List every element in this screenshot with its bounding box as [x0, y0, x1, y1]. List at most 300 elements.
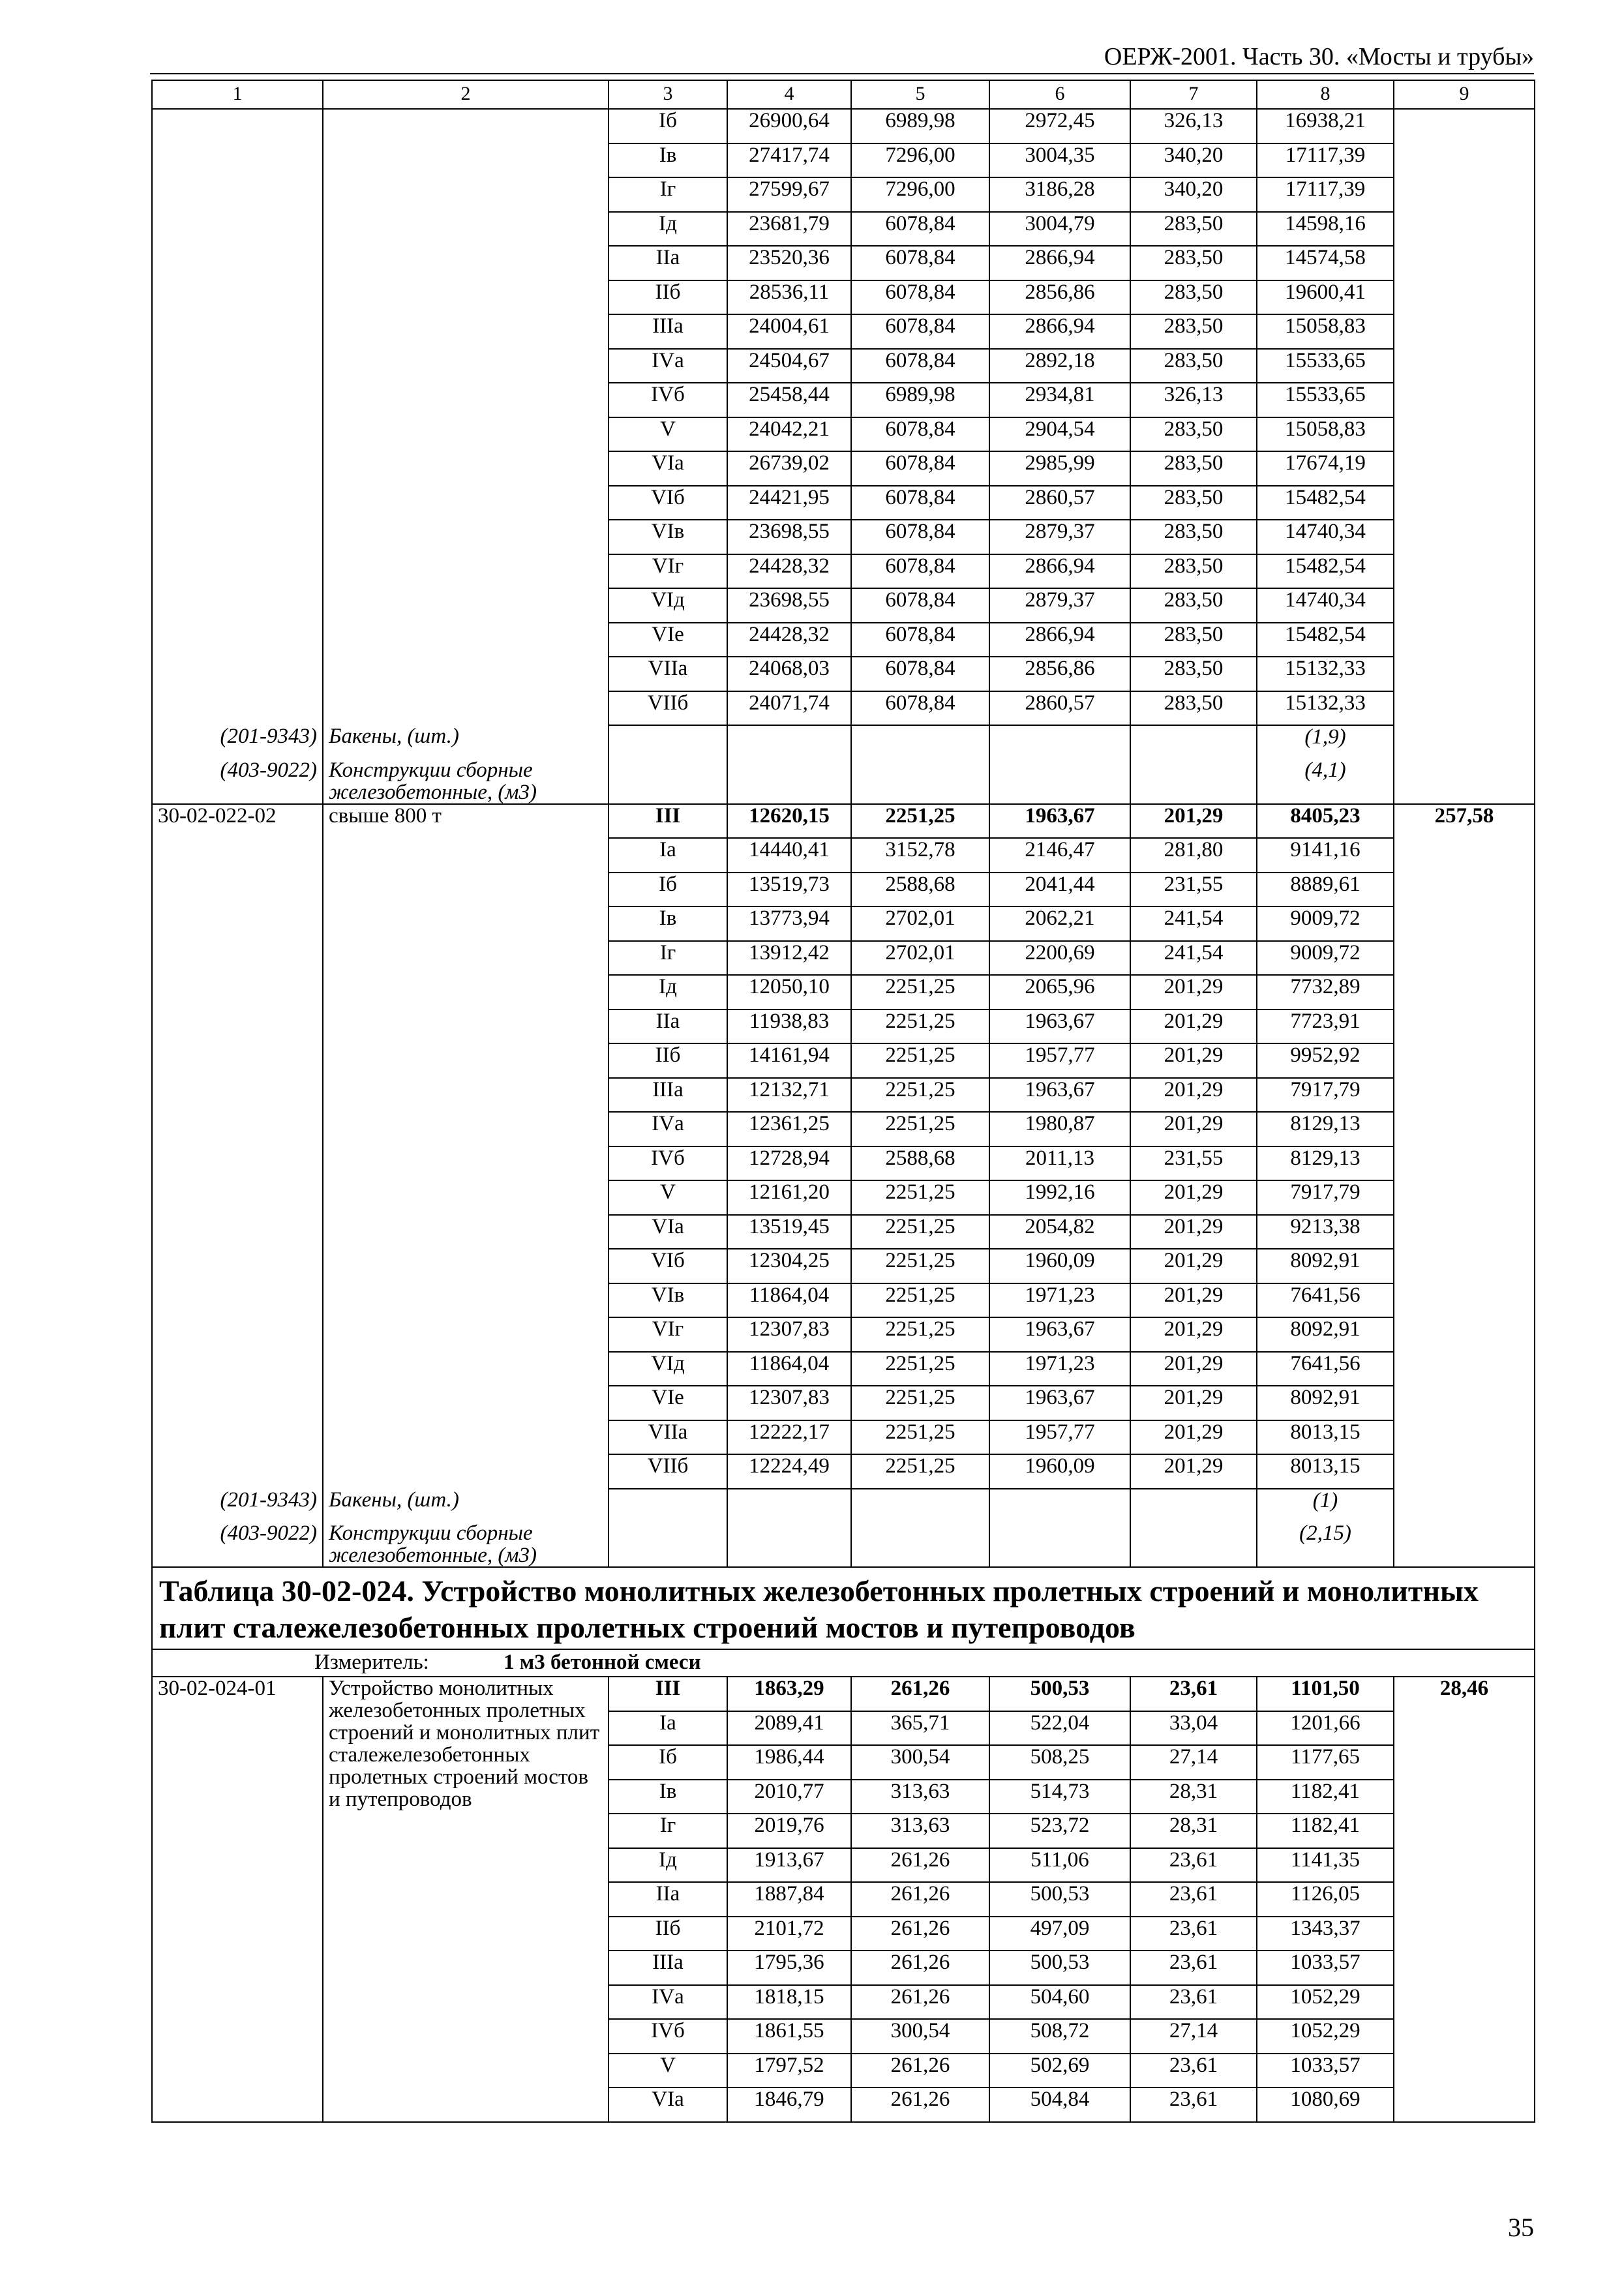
empty-cell: [989, 1489, 1130, 1523]
rate-code: 30-02-024-01: [152, 1677, 323, 1711]
value-cell: 283,50: [1130, 554, 1257, 589]
rate-code: [152, 349, 323, 383]
zone-code: V: [609, 2054, 727, 2088]
rate-name: [323, 246, 609, 280]
value-cell: 1126,05: [1257, 1882, 1394, 1917]
value-cell: 2251,25: [851, 1043, 989, 1078]
zone-code: VIв: [609, 520, 727, 554]
rate-name: [323, 2054, 609, 2088]
rate-code: [152, 1951, 323, 1985]
value-cell: 6078,84: [851, 349, 989, 383]
value-cell: 6078,84: [851, 246, 989, 280]
value-cell: 12307,83: [727, 1386, 851, 1420]
value-cell: 1201,66: [1257, 1711, 1394, 1746]
value-cell: 283,50: [1130, 451, 1257, 486]
rate-code: [152, 838, 323, 873]
value-cell: 201,29: [1130, 1352, 1257, 1386]
rate-code: [152, 2087, 323, 2122]
labor-value: [1394, 520, 1535, 554]
value-cell: 17117,39: [1257, 143, 1394, 178]
value-cell: 15482,54: [1257, 486, 1394, 520]
rate-code: [152, 1180, 323, 1215]
value-cell: 2200,69: [989, 941, 1130, 976]
labor-value: 257,58: [1394, 804, 1535, 839]
rate-code: [152, 1249, 323, 1283]
zone-code: IVа: [609, 1112, 727, 1146]
unit-row: [152, 1649, 1535, 1677]
value-cell: 2866,94: [989, 314, 1130, 349]
zone-code: IVб: [609, 383, 727, 417]
table-row: [152, 177, 1535, 212]
zone-code: IIа: [609, 1882, 727, 1917]
resource-note-row: [152, 1522, 1535, 1567]
value-cell: 1963,67: [989, 1010, 1130, 1044]
rate-name: [323, 975, 609, 1010]
value-cell: 2251,25: [851, 804, 989, 839]
resource-name: Конструкции сборные железобетонные, (м3): [323, 759, 609, 804]
value-cell: 2251,25: [851, 1180, 989, 1215]
rate-name: [323, 691, 609, 726]
value-cell: 261,26: [851, 2087, 989, 2122]
value-cell: 6078,84: [851, 520, 989, 554]
value-cell: 2702,01: [851, 941, 989, 976]
rate-name: [323, 1917, 609, 1951]
labor-value: [1394, 1249, 1535, 1283]
value-cell: 1343,37: [1257, 1917, 1394, 1951]
value-cell: 6078,84: [851, 588, 989, 623]
labor-value: [1394, 554, 1535, 589]
rate-code: [152, 906, 323, 941]
rate-code: 30-02-022-02: [152, 804, 323, 839]
value-cell: 9213,38: [1257, 1215, 1394, 1249]
value-cell: 3152,78: [851, 838, 989, 873]
rate-code: [152, 873, 323, 907]
value-cell: 23,61: [1130, 1848, 1257, 1883]
value-cell: 3004,79: [989, 212, 1130, 247]
rate-code: [152, 177, 323, 212]
rate-name: [323, 349, 609, 383]
value-cell: 15482,54: [1257, 623, 1394, 657]
value-cell: 14740,34: [1257, 588, 1394, 623]
rate-name: [323, 143, 609, 178]
resource-code: (201-9343): [152, 1489, 323, 1523]
value-cell: 508,25: [989, 1745, 1130, 1780]
value-cell: 2251,25: [851, 1215, 989, 1249]
value-cell: 2904,54: [989, 417, 1130, 452]
value-cell: 6078,84: [851, 554, 989, 589]
rate-code: [152, 1283, 323, 1318]
table-row: [152, 1283, 1535, 1318]
value-cell: 12361,25: [727, 1112, 851, 1146]
value-cell: 1797,52: [727, 2054, 851, 2088]
value-cell: 15533,65: [1257, 349, 1394, 383]
labor-value: [1394, 1180, 1535, 1215]
labor-value: [1394, 1352, 1535, 1386]
rate-name: [323, 2019, 609, 2054]
value-cell: 261,26: [851, 1677, 989, 1711]
labor-value: [1394, 417, 1535, 452]
labor-value: [1394, 657, 1535, 691]
value-cell: 9141,16: [1257, 838, 1394, 873]
value-cell: 15482,54: [1257, 554, 1394, 589]
value-cell: 1182,41: [1257, 1780, 1394, 1814]
value-cell: 340,20: [1130, 143, 1257, 178]
labor-value: [1394, 873, 1535, 907]
value-cell: 261,26: [851, 1985, 989, 2020]
value-cell: 300,54: [851, 2019, 989, 2054]
value-cell: 1992,16: [989, 1180, 1130, 1215]
rate-code: [152, 1917, 323, 1951]
value-cell: 7732,89: [1257, 975, 1394, 1010]
resource-name: Конструкции сборные железобетонные, (м3): [323, 1522, 609, 1567]
labor-value: [1394, 1985, 1535, 2020]
value-cell: 1887,84: [727, 1882, 851, 1917]
labor-value: [1394, 1454, 1535, 1489]
zone-code: Iа: [609, 838, 727, 873]
value-cell: 201,29: [1130, 1180, 1257, 1215]
resource-name: Бакены, (шт.): [323, 1489, 609, 1523]
rate-name: [323, 520, 609, 554]
zone-code: IIа: [609, 246, 727, 280]
zone-code: IIб: [609, 1917, 727, 1951]
table-row: [152, 804, 1535, 839]
value-cell: 26900,64: [727, 109, 851, 143]
value-cell: 2062,21: [989, 906, 1130, 941]
rate-code: [152, 1112, 323, 1146]
rate-code: [152, 554, 323, 589]
zone-code: VIд: [609, 588, 727, 623]
column-number: 6: [989, 80, 1130, 109]
value-cell: 7917,79: [1257, 1078, 1394, 1113]
value-cell: 2588,68: [851, 873, 989, 907]
empty-cell: [1394, 1522, 1535, 1567]
labor-value: [1394, 1420, 1535, 1455]
value-cell: 1960,09: [989, 1249, 1130, 1283]
empty-cell: [727, 1489, 851, 1523]
value-cell: 1986,44: [727, 1745, 851, 1780]
table-row: [152, 2087, 1535, 2122]
value-cell: 8092,91: [1257, 1386, 1394, 1420]
table-row: [152, 1352, 1535, 1386]
zone-code: VIIб: [609, 691, 727, 726]
value-cell: 2101,72: [727, 1917, 851, 1951]
value-cell: 2251,25: [851, 1420, 989, 1455]
rate-name: [323, 1420, 609, 1455]
table-row: [152, 520, 1535, 554]
rate-code: [152, 1386, 323, 1420]
table-caption-row: [152, 1567, 1535, 1649]
value-cell: 2089,41: [727, 1711, 851, 1746]
value-cell: 261,26: [851, 2054, 989, 2088]
value-cell: 231,55: [1130, 1146, 1257, 1181]
zone-code: VIа: [609, 1215, 727, 1249]
value-cell: 500,53: [989, 1882, 1130, 1917]
value-cell: 201,29: [1130, 1386, 1257, 1420]
zone-code: IIа: [609, 1010, 727, 1044]
rate-code: [152, 657, 323, 691]
value-cell: 261,26: [851, 1882, 989, 1917]
value-cell: 1052,29: [1257, 1985, 1394, 2020]
value-cell: 201,29: [1130, 1454, 1257, 1489]
resource-code: (403-9022): [152, 1522, 323, 1567]
labor-value: [1394, 1882, 1535, 1917]
value-cell: 201,29: [1130, 1283, 1257, 1318]
unit-value: 1 м3 бетонной смеси: [504, 1651, 701, 1674]
labor-value: [1394, 1078, 1535, 1113]
table-row: [152, 1420, 1535, 1455]
value-cell: 514,73: [989, 1780, 1130, 1814]
labor-value: [1394, 349, 1535, 383]
rate-name: [323, 1317, 609, 1352]
value-cell: 201,29: [1130, 1043, 1257, 1078]
value-cell: 2010,77: [727, 1780, 851, 1814]
value-cell: 1971,23: [989, 1352, 1130, 1386]
zone-code: VIIа: [609, 1420, 727, 1455]
value-cell: 1080,69: [1257, 2087, 1394, 2122]
value-cell: 12224,49: [727, 1454, 851, 1489]
labor-value: [1394, 2054, 1535, 2088]
value-cell: 16938,21: [1257, 109, 1394, 143]
rate-code: [152, 383, 323, 417]
table-row: [152, 2054, 1535, 2088]
resource-quantity: (2,15): [1257, 1522, 1394, 1567]
rate-code: [152, 417, 323, 452]
value-cell: 28,31: [1130, 1780, 1257, 1814]
value-cell: 15533,65: [1257, 383, 1394, 417]
rate-name: [323, 1043, 609, 1078]
zone-code: Iб: [609, 873, 727, 907]
value-cell: 500,53: [989, 1677, 1130, 1711]
zone-code: VIб: [609, 1249, 727, 1283]
value-cell: 2251,25: [851, 975, 989, 1010]
value-cell: 201,29: [1130, 1317, 1257, 1352]
empty-cell: [609, 759, 727, 804]
rate-code: [152, 975, 323, 1010]
rate-code: [152, 1010, 323, 1044]
value-cell: 283,50: [1130, 349, 1257, 383]
rate-code: [152, 1848, 323, 1883]
value-cell: 9009,72: [1257, 941, 1394, 976]
labor-value: [1394, 1745, 1535, 1780]
rate-code: [152, 1745, 323, 1780]
table-row: [152, 143, 1535, 178]
zone-code: IVа: [609, 349, 727, 383]
resource-quantity: (1): [1257, 1489, 1394, 1523]
rate-name: [323, 417, 609, 452]
table-row: [152, 838, 1535, 873]
zone-code: III: [609, 804, 727, 839]
value-cell: 2972,45: [989, 109, 1130, 143]
zone-code: VIе: [609, 623, 727, 657]
zone-code: IIIа: [609, 1951, 727, 1985]
rate-code: [152, 1146, 323, 1181]
value-cell: 13912,42: [727, 941, 851, 976]
zone-code: VIIб: [609, 1454, 727, 1489]
value-cell: 283,50: [1130, 520, 1257, 554]
rate-name: [323, 1010, 609, 1044]
resource-quantity: (4,1): [1257, 759, 1394, 804]
rate-code: [152, 486, 323, 520]
labor-value: [1394, 906, 1535, 941]
table-row: [152, 623, 1535, 657]
value-cell: 201,29: [1130, 1420, 1257, 1455]
zone-code: IIб: [609, 280, 727, 315]
value-cell: 3004,35: [989, 143, 1130, 178]
rate-name: [323, 873, 609, 907]
zone-code: IVб: [609, 2019, 727, 2054]
empty-cell: [989, 759, 1130, 804]
value-cell: 1863,29: [727, 1677, 851, 1711]
resource-note-row: [152, 759, 1535, 804]
value-cell: 23520,36: [727, 246, 851, 280]
zone-code: Iд: [609, 1848, 727, 1883]
value-cell: 1960,09: [989, 1454, 1130, 1489]
value-cell: 6078,84: [851, 280, 989, 315]
zone-code: Iг: [609, 177, 727, 212]
value-cell: 283,50: [1130, 657, 1257, 691]
labor-value: [1394, 451, 1535, 486]
rate-code: [152, 109, 323, 143]
labor-value: [1394, 1814, 1535, 1848]
table-row: [152, 873, 1535, 907]
rate-code: [152, 1215, 323, 1249]
value-cell: 27,14: [1130, 2019, 1257, 2054]
table-row: [152, 109, 1535, 143]
table-row: [152, 691, 1535, 726]
value-cell: 1101,50: [1257, 1677, 1394, 1711]
zone-code: VIг: [609, 1317, 727, 1352]
value-cell: 283,50: [1130, 314, 1257, 349]
value-cell: 2856,86: [989, 280, 1130, 315]
value-cell: 9009,72: [1257, 906, 1394, 941]
rate-name: [323, 906, 609, 941]
value-cell: 1957,77: [989, 1420, 1130, 1455]
value-cell: 12161,20: [727, 1180, 851, 1215]
labor-value: [1394, 1010, 1535, 1044]
column-number: 2: [323, 80, 609, 109]
empty-cell: [609, 725, 727, 759]
zone-code: Iг: [609, 1814, 727, 1848]
labor-value: 28,46: [1394, 1677, 1535, 1711]
value-cell: 15058,83: [1257, 417, 1394, 452]
column-number: 3: [609, 80, 727, 109]
rate-code: [152, 2019, 323, 2054]
value-cell: 13519,73: [727, 873, 851, 907]
table-row: [152, 1215, 1535, 1249]
page-header: ОЕРЖ-2001. Часть 30. «Мосты и трубы»: [150, 40, 1534, 74]
value-cell: 7296,00: [851, 177, 989, 212]
empty-cell: [727, 725, 851, 759]
rate-code: [152, 246, 323, 280]
value-cell: 12307,83: [727, 1317, 851, 1352]
zone-code: Iб: [609, 109, 727, 143]
rate-name: [323, 1386, 609, 1420]
labor-value: [1394, 1317, 1535, 1352]
table-row: [152, 1078, 1535, 1113]
value-cell: 1141,35: [1257, 1848, 1394, 1883]
value-cell: 23,61: [1130, 1917, 1257, 1951]
labor-value: [1394, 623, 1535, 657]
empty-cell: [1130, 759, 1257, 804]
value-cell: 511,06: [989, 1848, 1130, 1883]
value-cell: 24421,95: [727, 486, 851, 520]
rate-name: [323, 1146, 609, 1181]
value-cell: 2866,94: [989, 554, 1130, 589]
rate-code: [152, 212, 323, 247]
value-cell: 2251,25: [851, 1283, 989, 1318]
table-row: [152, 1951, 1535, 1985]
value-cell: 2856,86: [989, 657, 1130, 691]
value-cell: 241,54: [1130, 906, 1257, 941]
value-cell: 231,55: [1130, 873, 1257, 907]
value-cell: 23,61: [1130, 1882, 1257, 1917]
value-cell: 2251,25: [851, 1249, 989, 1283]
rate-name: [323, 1283, 609, 1318]
value-cell: 1846,79: [727, 2087, 851, 2122]
value-cell: 25458,44: [727, 383, 851, 417]
value-cell: 24428,32: [727, 623, 851, 657]
value-cell: 504,84: [989, 2087, 1130, 2122]
zone-code: Iб: [609, 1745, 727, 1780]
value-cell: 8405,23: [1257, 804, 1394, 839]
value-cell: 340,20: [1130, 177, 1257, 212]
value-cell: 201,29: [1130, 1112, 1257, 1146]
value-cell: 6078,84: [851, 486, 989, 520]
value-cell: 500,53: [989, 1951, 1130, 1985]
value-cell: 2251,25: [851, 1112, 989, 1146]
table-row: [152, 1112, 1535, 1146]
labor-value: [1394, 588, 1535, 623]
value-cell: 11864,04: [727, 1352, 851, 1386]
unit-cell: [152, 1649, 1535, 1677]
resource-name: Бакены, (шт.): [323, 725, 609, 759]
rate-code: [152, 1454, 323, 1489]
zone-code: Iв: [609, 143, 727, 178]
rate-name: [323, 554, 609, 589]
table-row: [152, 280, 1535, 315]
empty-cell: [609, 1522, 727, 1567]
labor-value: [1394, 1215, 1535, 1249]
table-row: [152, 349, 1535, 383]
rate-name: [323, 1249, 609, 1283]
rate-name: [323, 1180, 609, 1215]
rate-name: [323, 1352, 609, 1386]
value-cell: 300,54: [851, 1745, 989, 1780]
zone-code: Iд: [609, 975, 727, 1010]
rate-code: [152, 451, 323, 486]
value-cell: 24042,21: [727, 417, 851, 452]
empty-cell: [851, 759, 989, 804]
value-cell: 261,26: [851, 1917, 989, 1951]
empty-cell: [989, 1522, 1130, 1567]
value-cell: 2019,76: [727, 1814, 851, 1848]
value-cell: 15132,33: [1257, 691, 1394, 726]
empty-cell: [851, 1522, 989, 1567]
value-cell: 12304,25: [727, 1249, 851, 1283]
rate-name: [323, 383, 609, 417]
value-cell: 6078,84: [851, 623, 989, 657]
zone-code: VIд: [609, 1352, 727, 1386]
value-cell: 28,31: [1130, 1814, 1257, 1848]
rate-name: [323, 314, 609, 349]
rate-code: [152, 520, 323, 554]
rate-name: [323, 1215, 609, 1249]
value-cell: 28536,11: [727, 280, 851, 315]
table-row: [152, 941, 1535, 976]
value-cell: 283,50: [1130, 417, 1257, 452]
value-cell: 8092,91: [1257, 1249, 1394, 1283]
labor-value: [1394, 486, 1535, 520]
